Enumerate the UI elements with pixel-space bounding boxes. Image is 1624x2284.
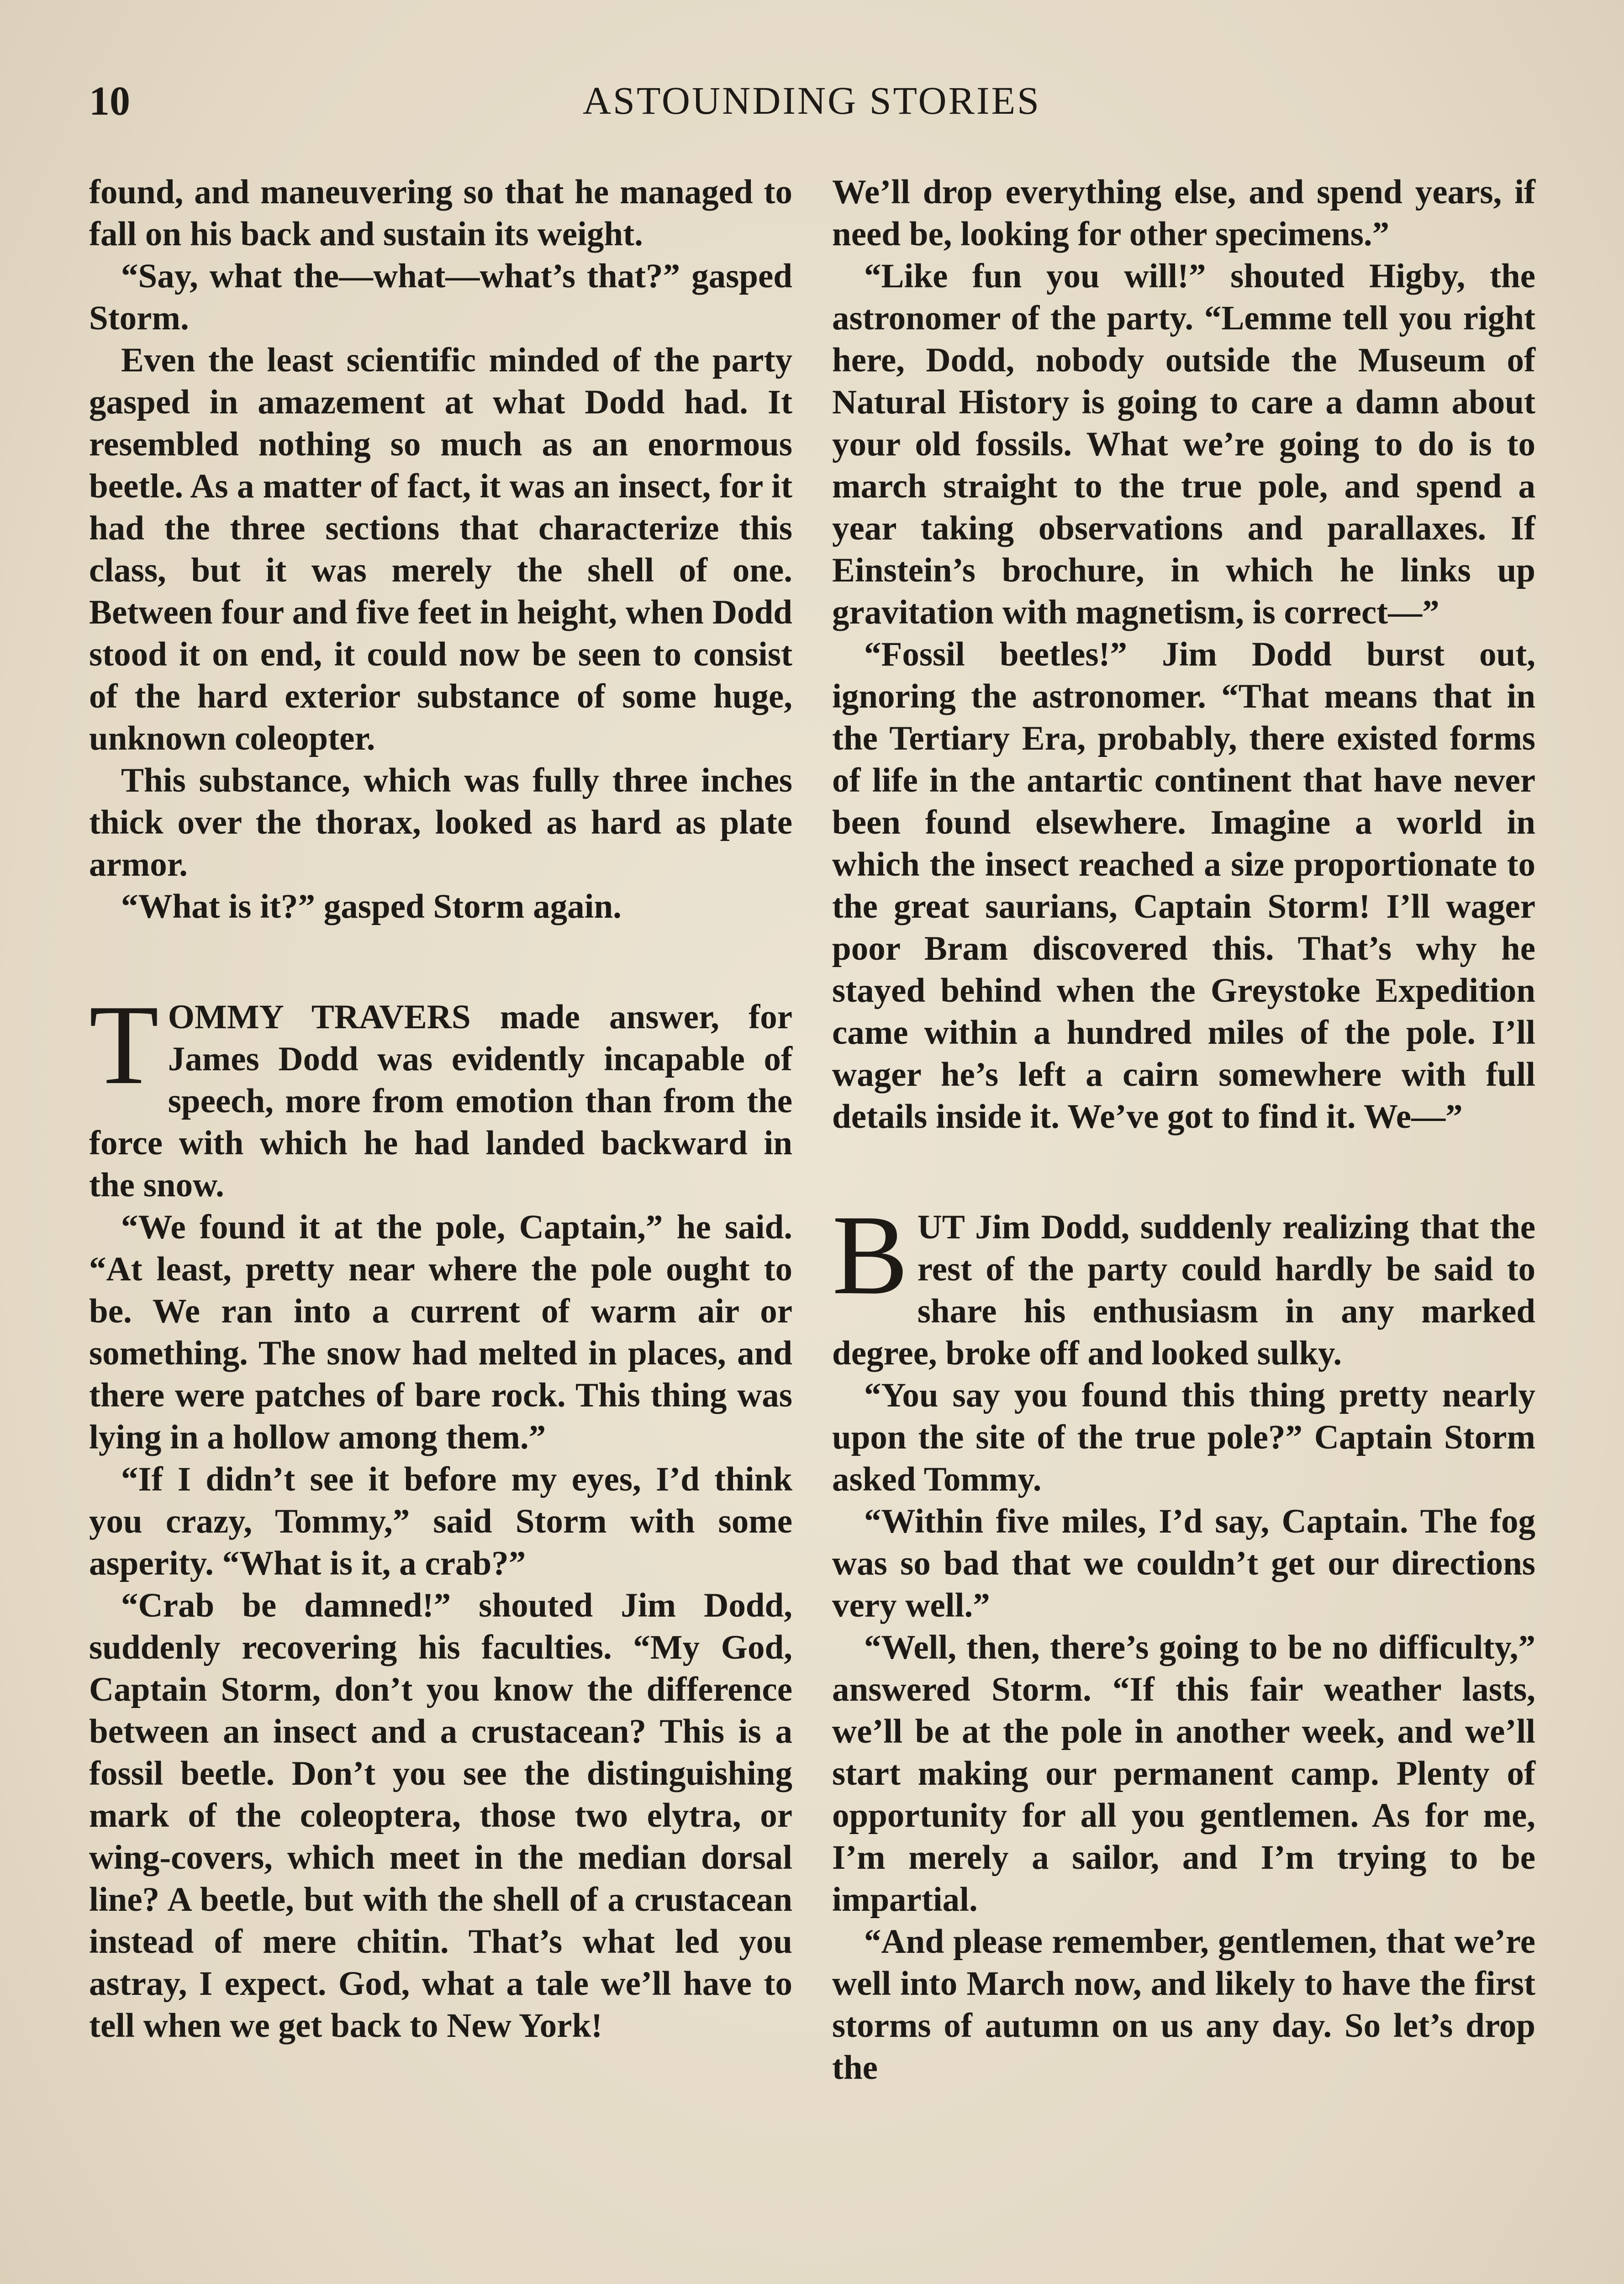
page-number: 10 (89, 79, 130, 124)
drop-cap-paragraph (89, 982, 792, 1206)
paragraph: “Well, then, there’s going to be no difficulty,” answered Storm. “If this fair weather lasts, we’ll be at the pole in another week, and we’ll start making our permanent camp. Plenty of opportunity for all you gentlemen. As for me, I’m merely a sailor, and I’m trying to be impartial. (832, 1628, 1535, 1919)
paragraph: “We found it at the pole, Captain,” he said. “At least, pretty near where the pole ought to be. We ran into a current of warm air or something. The snow had melted in places, and there were patches of bare rock. This thing was lying in a hollow among them.” (89, 1208, 792, 1456)
paragraph: “If I didn’t see it before my eyes, I’d think you crazy, Tommy,” said Storm with some asperity. “What is it, a crab?” (89, 1460, 792, 1582)
paragraph: “Within five miles, I’d say, Captain. The fog was so bad that we couldn’t get our directions very well.” (832, 1502, 1535, 1624)
paragraph: “Fossil beetles!” Jim Dodd burst out, ignoring the astronomer. “That means that in the Tertiary Era, probably, there existed forms of life in the antartic continent that have never been found elsewhere. Imagine a world in which the insect reached a size proportionate to the great saurians, Captain Storm! I’ll wager poor Bram discovered this. That’s why he stayed behind when the Greystoke Expedition came within a hundred miles of the pole. I’ll wager he’s left a cairn somewhere with full details inside it. We’ve got to find it. We—” (832, 635, 1535, 1136)
paragraph: “And please remember, gentlemen, that we’re well into March now, and likely to have the first storms of autumn on us any day. So let’s drop the (832, 1923, 1535, 2087)
paragraph: “Like fun you will!” shouted Higby, the astronomer of the party. “Lemme tell you right here, Dodd, nobody outside the Museum of Natural History is going to care a damn about your old fossils. What we’re going to do is to march straight to the true pole, and spend a year taking observations and parallaxes. If Einstein’s brochure, in which he links up gravitation with magnetism, is correct—” (832, 257, 1535, 631)
drop-cap: T (89, 982, 159, 1108)
drop-cap-paragraph (832, 1192, 1535, 1375)
running-head: ASTOUNDING STORIES (583, 79, 1041, 122)
page-header (89, 78, 1534, 132)
right-column (832, 171, 1535, 2089)
paragraph: “Say, what the—what—what’s that?” gasped Storm. (89, 257, 792, 337)
paragraph: “What is it?” gasped Storm again. (121, 888, 622, 925)
left-column (89, 171, 792, 2047)
paragraph-text: UT Jim Dodd, suddenly realizing that the rest of the party could hardly be said to share his enthusiasm in any marked degree, broke off and looked sulky. (832, 1208, 1535, 1372)
paragraph: “Crab be damned!” shouted Jim Dodd, suddenly recovering his faculties. “My God, Captain Storm, don’t you know the difference between an insect and a crustacean? This is a fossil beetle. Don’t you see the distinguishing mark of the coleoptera, those two elytra, or wing-covers, which meet in the median dorsal line? A beetle, but with the shell of a crustacean instead of mere chitin. That’s what led you astray, I expect. God, what a tale we’ll have to tell when we get back to New York! (89, 1586, 792, 2045)
paragraph: This substance, which was fully three inches thick over the thorax, looked as hard as plate armor. (89, 761, 792, 883)
paragraph: We’ll drop everything else, and spend years, if need be, looking for other specimens.” (832, 173, 1535, 253)
paragraph: found, and maneuvering so that he managed to fall on his back and sustain its weight. (89, 173, 792, 253)
paragraph: Even the least scientific minded of the party gasped in amazement at what Dodd had. It resembled nothing so much as an enormous beetle. As a matter of fact, it was an insect, for it had the three sections that characterize this class, but it was merely the shell of one. Between four and five feet in height, when Dodd stood it on end, it could now be seen to consist of the hard exterior substance of some huge, unknown coleopter. (89, 341, 792, 757)
drop-cap: B (832, 1192, 908, 1318)
paragraph: “You say you found this thing pretty nearly upon the site of the true pole?” Captain Storm asked Tommy. (832, 1376, 1535, 1498)
paragraph-text: OMMY TRAVERS made answer, for James Dodd was evidently incapable of speech, more from emotion than from the force with which he had landed backward in the snow. (89, 998, 792, 1204)
